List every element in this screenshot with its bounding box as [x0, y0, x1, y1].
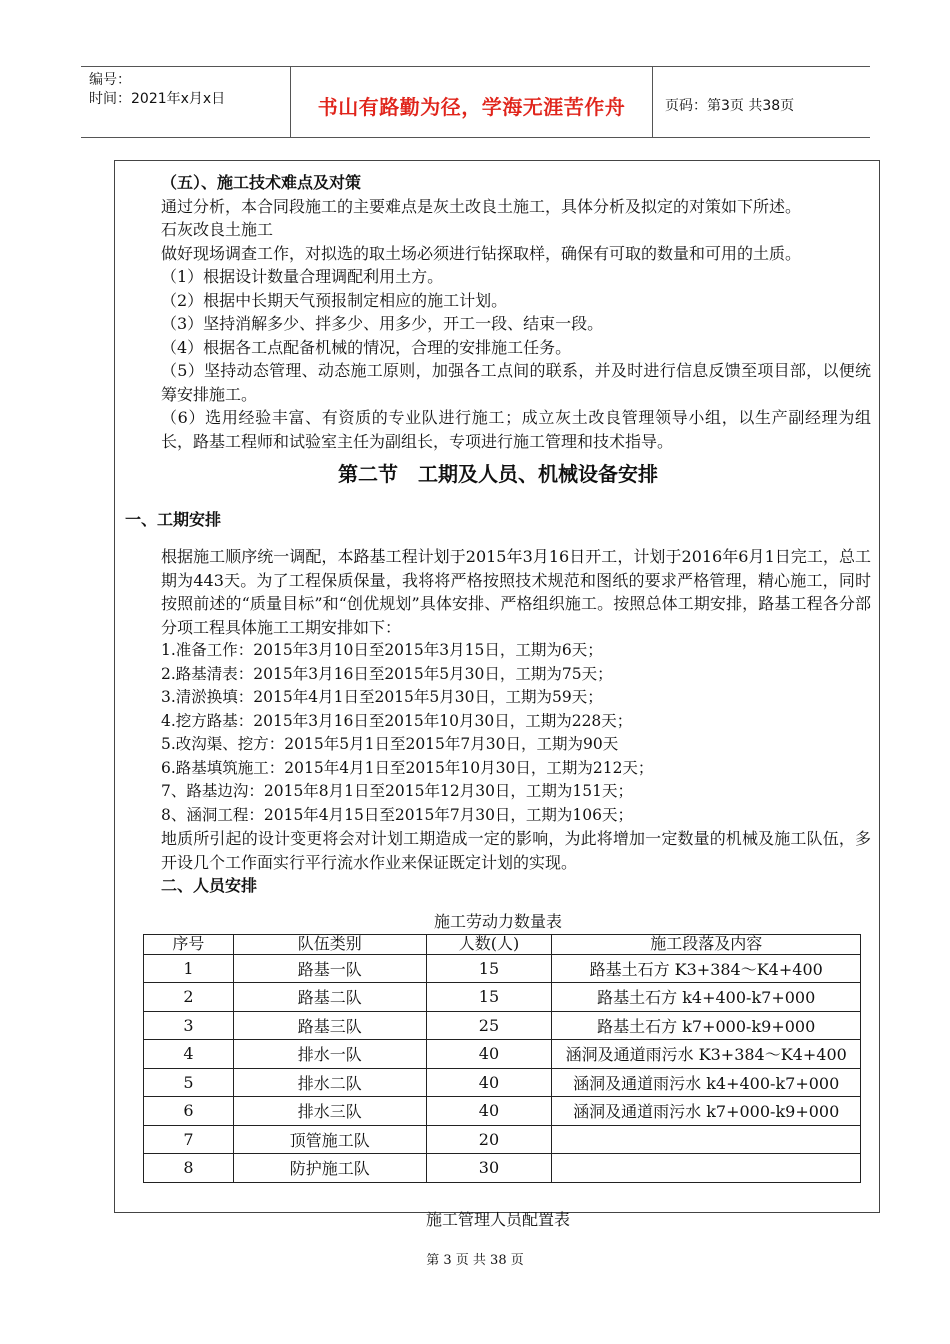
cell-scope: 涵洞及通道雨污水 k7+000-k9+000: [552, 1097, 861, 1126]
schedule-item: 2.路基清表：2015年3月16日至2015年5月30日，工期为75天；: [161, 664, 613, 683]
section2-title: 第二节 工期及人员、机械设备安排: [338, 462, 658, 486]
table-row: [144, 1097, 861, 1126]
header-meta: [81, 67, 291, 137]
cell-index: 5: [144, 1068, 234, 1097]
cell-index: 4: [144, 1040, 234, 1069]
section5-item: （2）根据中长期天气预报制定相应的施工计划。: [161, 290, 508, 310]
page-footer: 第 3 页 共 38 页: [426, 1253, 524, 1268]
table-row: [144, 1154, 861, 1183]
staff-heading: 二、人员安排: [161, 876, 258, 895]
labor-table-caption: 施工劳动力数量表: [433, 911, 562, 931]
cell-index: 6: [144, 1097, 234, 1126]
table-header-row: [144, 934, 861, 954]
labor-table: [143, 934, 861, 1183]
cell-count: 15: [426, 983, 552, 1012]
document-body: [125, 171, 871, 1230]
cell-team: 排水三队: [233, 1097, 426, 1126]
table-row: [144, 954, 861, 983]
cell-scope: [552, 1125, 861, 1154]
cell-count: 40: [426, 1068, 552, 1097]
header-cell: 队伍类别: [233, 934, 426, 954]
cell-team: 排水二队: [233, 1068, 426, 1097]
section5-intro: 通过分析，本合同段施工的主要难点是灰土改良土施工，具体分析及拟定的对策如下所述。: [161, 196, 802, 216]
section5-title: （五）、施工技术难点及对策: [161, 173, 362, 192]
section5-item: （6）选用经验丰富、有资质的专业队进行施工；成立灰土改良管理领导小组，以生产副经理为组长，路基工程师和试验室主任为副组长，专项进行施工管理和技术指导。: [161, 408, 871, 451]
section5-item: （3）坚持消解多少、拌多少、用多少，开工一段、结束一段。: [161, 314, 604, 333]
header-cell: 施工段落及内容: [552, 934, 861, 954]
cell-count: 30: [426, 1154, 552, 1183]
cell-team: 防护施工队: [233, 1154, 426, 1183]
cell-team: 顶管施工队: [233, 1125, 426, 1154]
table-row: [144, 1040, 861, 1069]
cell-count: 20: [426, 1125, 552, 1154]
section5-item: （5）坚持动态管理、动态施工原则，加强各工点间的联系，并及时进行信息反馈至项目部，以便统筹安排施工。: [161, 361, 871, 404]
schedule-item: 1.准备工作：2015年3月10日至2015年3月15日，工期为6天；: [161, 641, 603, 659]
cell-count: 40: [426, 1040, 552, 1069]
table-row: [144, 1068, 861, 1097]
cell-scope: 涵洞及通道雨污水 k4+400-k7+000: [552, 1068, 861, 1097]
cell-count: 15: [426, 954, 552, 983]
page-header: [81, 66, 870, 138]
header-cell: 人数(人): [426, 934, 552, 954]
content-frame: [114, 160, 880, 1229]
cell-team: 路基一队: [233, 954, 426, 983]
cell-count: 40: [426, 1097, 552, 1126]
schedule-item: 8、涵洞工程：2015年4月15日至2015年7月30日，工期为106天；: [161, 805, 634, 824]
header-motto: 书山有路勤为径，学海无涯苦作舟: [291, 67, 653, 137]
cell-scope: 路基土石方 K3+384～K4+400: [552, 954, 861, 983]
cell-team: 路基二队: [233, 983, 426, 1012]
cell-scope: 路基土石方 k7+000-k9+000: [552, 1011, 861, 1040]
header-cell: 序号: [144, 934, 234, 954]
date-label: 时间：2021年x月x日: [89, 91, 226, 107]
schedule-item: 6.路基填筑施工：2015年4月1日至2015年10月30日，工期为212天；: [161, 758, 654, 777]
cell-scope: 涵洞及通道雨污水 K3+384～K4+400: [552, 1040, 861, 1069]
cell-team: 路基三队: [233, 1011, 426, 1040]
number-label: 编号：: [89, 72, 131, 88]
section5-item: （1）根据设计数量合理调配利用土方。: [161, 267, 444, 286]
cell-index: 2: [144, 983, 234, 1012]
cell-index: 7: [144, 1125, 234, 1154]
schedule-item: 3.清淤换填：2015年4月1日至2015年5月30日，工期为59天；: [161, 688, 603, 706]
schedule-intro: 根据施工顺序统一调配，本路基工程计划于2015年3月16日开工，计划于2016年6月1日完工，总工期为443天。为了工程保质保量，我将将严格按照技术规范和图纸的要求严格管理，精心施工，同时按照前述的“质量目标”和“创优规划”具体安排、严格组织施工。按照总体工期安排，路基工程各分部分项工程具体施工工期安排如下：: [161, 547, 871, 637]
cell-scope: 路基土石方 k4+400-k7+000: [552, 983, 861, 1012]
table-row: [144, 983, 861, 1012]
schedule-heading: 一、工期安排: [125, 510, 222, 529]
cell-index: 3: [144, 1011, 234, 1040]
table-row: [144, 1011, 861, 1040]
cell-index: 8: [144, 1154, 234, 1183]
schedule-item: 5.改沟渠、挖方：2015年5月1日至2015年7月30日，工期为90天: [161, 735, 619, 753]
header-page-info: 页码：第3页 共38页: [665, 98, 795, 114]
cell-count: 25: [426, 1011, 552, 1040]
mgmt-table-caption: 施工管理人员配置表: [425, 1209, 570, 1229]
schedule-item: 4.挖方路基：2015年3月16日至2015年10月30日，工期为228天；: [161, 711, 633, 730]
schedule-item: 7、路基边沟：2015年8月1日至2015年12月30日，工期为151天；: [161, 782, 634, 800]
table-row: [144, 1125, 861, 1154]
cell-index: 1: [144, 954, 234, 983]
section5-survey: 做好现场调查工作，对拟选的取土场必须进行钻探取样，确保有可取的数量和可用的土质。: [161, 243, 802, 263]
section5-item: （4）根据各工点配备机械的情况，合理的安排施工任务。: [161, 337, 572, 357]
section5-subtitle: 石灰改良土施工: [161, 220, 274, 239]
cell-team: 排水一队: [233, 1040, 426, 1069]
schedule-note: 地质所引起的设计变更将会对计划工期造成一定的影响，为此将增加一定数量的机械及施工队伍，多开设几个工作面实行平行流水作业来保证既定计划的实现。: [161, 829, 871, 872]
cell-scope: [552, 1154, 861, 1183]
